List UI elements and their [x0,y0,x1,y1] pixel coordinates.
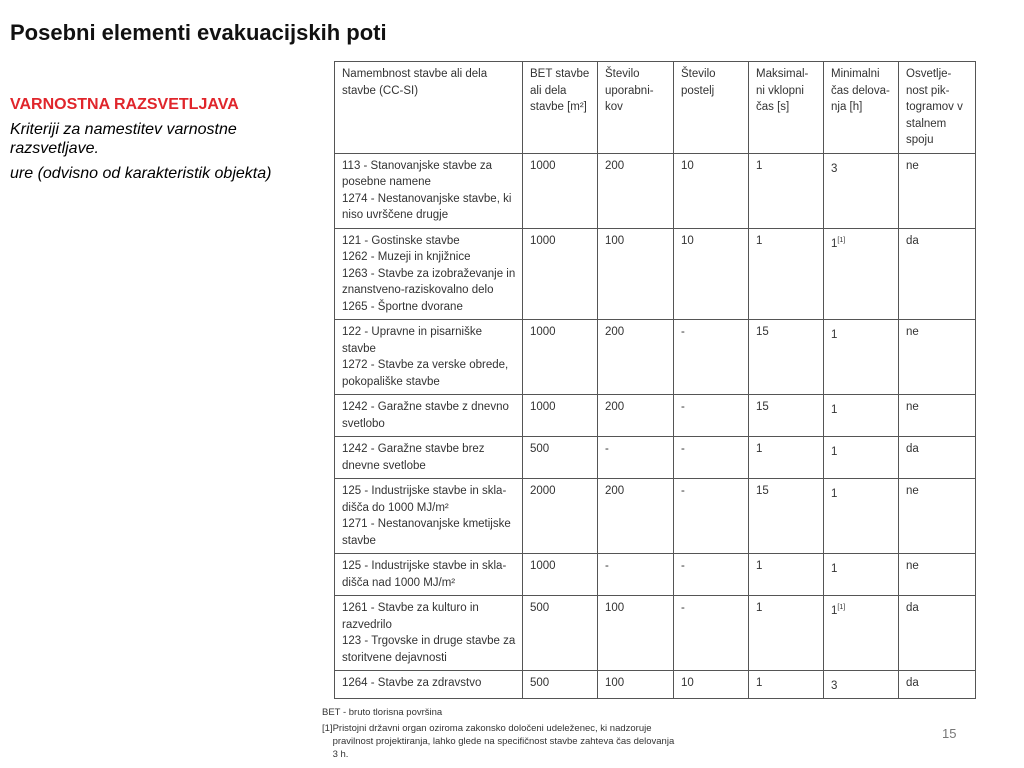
cell-bet: 1000 [523,554,598,596]
cell-max-time: 1 [749,554,824,596]
table-row [335,596,976,671]
cell-purpose [335,554,523,596]
cell-min-time [824,153,899,228]
min-time-value: 1 [831,604,838,617]
cell-bet: 500 [523,596,598,671]
purpose-line: 125 - Industrijske stavbe in skla-dišča do 1000 MJ/m² [342,485,507,514]
cell-bet: 1000 [523,228,598,320]
header-users: Število uporabni-kov [598,62,674,154]
purpose-line: 1242 - Garažne stavbe brez dnevne svetlobe [342,443,485,472]
table-header-row [335,62,976,154]
cell-max-time: 1 [749,437,824,479]
min-time-value: 3 [831,162,838,175]
section-heading: VARNOSTNA RAZSVETLJAVA [10,96,239,113]
footnote-text: Pristojni državni organ oziroma zakonsko določeni udeleženec, ki nadzoruje pravilnost projektiranja, lahko glede na specifičnost stavbe zahteva čas delovanja 3 h. [332,723,675,760]
cell-max-time: 15 [749,395,824,437]
cell-users: 200 [598,479,674,554]
cell-bet: 1000 [523,395,598,437]
cell-bet: 500 [523,671,598,699]
table-row [335,554,976,596]
footnote-1 [322,722,682,761]
cell-users: 100 [598,596,674,671]
min-time-value: 1 [831,237,838,250]
header-pictogram-lighting: Osvetlje-nost pik-togramov v stalnem spoju [899,62,976,154]
cell-beds: - [674,479,749,554]
cell-beds: - [674,596,749,671]
cell-beds: - [674,320,749,395]
slide-title: Posebni elementi evakuacijskih poti [10,20,387,45]
cell-max-time: 1 [749,671,824,699]
emergency-lighting-table [334,61,976,699]
table-row [335,395,976,437]
cell-users: 200 [598,153,674,228]
cell-min-time [824,320,899,395]
cell-beds: 10 [674,153,749,228]
cell-max-time: 15 [749,479,824,554]
table-row [335,437,976,479]
bet-definition: BET - bruto tlorisna površina [322,707,443,718]
table-row [335,671,976,699]
cell-purpose [335,153,523,228]
cell-min-time [824,395,899,437]
criteria-text: Kriteriji za namestitev varnostne razsvetljave. [10,121,237,157]
purpose-line: 1271 - Nestanovanjske kmetijske stavbe [342,518,511,547]
header-max-switch-time: Maksimal-ni vklopni čas [s] [749,62,824,154]
criteria-text-continued: ure (odvisno od karakteristik objekta) [10,165,272,182]
cell-lighting: ne [899,320,976,395]
table-footnotes [322,706,682,761]
purpose-line: 121 - Gostinske stavbe [342,234,460,247]
cell-purpose [335,437,523,479]
cell-min-time [824,554,899,596]
cell-beds: 10 [674,228,749,320]
min-time-value: 1 [831,487,838,500]
header-bet: BET stavbe ali dela stavbe [m²] [523,62,598,154]
header-purpose: Namembnost stavbe ali dela stavbe (CC-SI) [335,62,523,154]
cell-users: 100 [598,671,674,699]
left-text-panel [10,96,310,183]
cell-purpose [335,320,523,395]
table-row [335,153,976,228]
purpose-line: 1264 - Stavbe za zdravstvo [342,677,482,689]
cell-purpose [335,596,523,671]
footnote-mark: [1] [322,723,333,734]
cell-min-time [824,437,899,479]
purpose-line: 1242 - Garažne stavbe z dnevno svetlobo [342,401,509,430]
footnote-ref: [1] [837,604,846,611]
cell-users: - [598,554,674,596]
purpose-line: 1272 - Stavbe za verske obrede, pokopališke stavbe [342,359,509,388]
cell-lighting: ne [899,479,976,554]
cell-max-time: 15 [749,320,824,395]
cell-lighting: da [899,437,976,479]
purpose-line: 113 - Stanovanjske stavbe za posebne namene [342,159,493,188]
purpose-line: 1265 - Športne dvorane [342,300,463,313]
cell-bet: 1000 [523,320,598,395]
cell-lighting: da [899,228,976,320]
header-beds: Število postelj [674,62,749,154]
table-row [335,479,976,554]
cell-purpose [335,671,523,699]
cell-min-time [824,671,899,699]
footnote-ref: [1] [837,236,846,244]
cell-users: - [598,437,674,479]
min-time-value: 1 [831,403,838,416]
cell-lighting: ne [899,153,976,228]
cell-users: 200 [598,395,674,437]
cell-max-time: 1 [749,596,824,671]
cell-lighting: ne [899,395,976,437]
cell-users: 200 [598,320,674,395]
cell-users: 100 [598,228,674,320]
cell-min-time [824,228,899,320]
purpose-line: 123 - Trgovske in druge stavbe za storitvene dejavnosti [342,635,516,664]
min-time-value: 1 [831,562,838,575]
cell-min-time [824,479,899,554]
cell-max-time: 1 [749,228,824,320]
purpose-line: 1262 - Muzeji in knjižnice [342,251,471,263]
table-row [335,228,976,320]
cell-beds: - [674,554,749,596]
cell-lighting: da [899,596,976,671]
purpose-line: 1274 - Nestanovanjske stavbe, ki niso uvrščene drugje [342,192,512,221]
cell-purpose [335,395,523,437]
purpose-line: 1261 - Stavbe za kulturo in razvedrilo [342,602,479,631]
table-row [335,320,976,395]
cell-purpose [335,479,523,554]
cell-min-time [824,596,899,671]
min-time-value: 3 [831,679,838,692]
cell-purpose [335,228,523,320]
cell-beds: 10 [674,671,749,699]
cell-beds: - [674,437,749,479]
cell-beds: - [674,395,749,437]
cell-bet: 1000 [523,153,598,228]
min-time-value: 1 [831,328,838,341]
purpose-line: 122 - Upravne in pisarniške stavbe [342,326,482,355]
cell-max-time: 1 [749,153,824,228]
header-min-operating-time: Minimalni čas delova-nja [h] [824,62,899,154]
cell-lighting: ne [899,554,976,596]
cell-lighting: da [899,671,976,699]
page-number: 15 [942,726,957,741]
purpose-line: 125 - Industrijske stavbe in skla-dišča nad 1000 MJ/m² [342,560,507,589]
min-time-value: 1 [831,445,838,458]
cell-bet: 2000 [523,479,598,554]
purpose-line: 1263 - Stavbe za izobraževanje in znanstveno-raziskovalno delo [342,267,516,296]
cell-bet: 500 [523,437,598,479]
